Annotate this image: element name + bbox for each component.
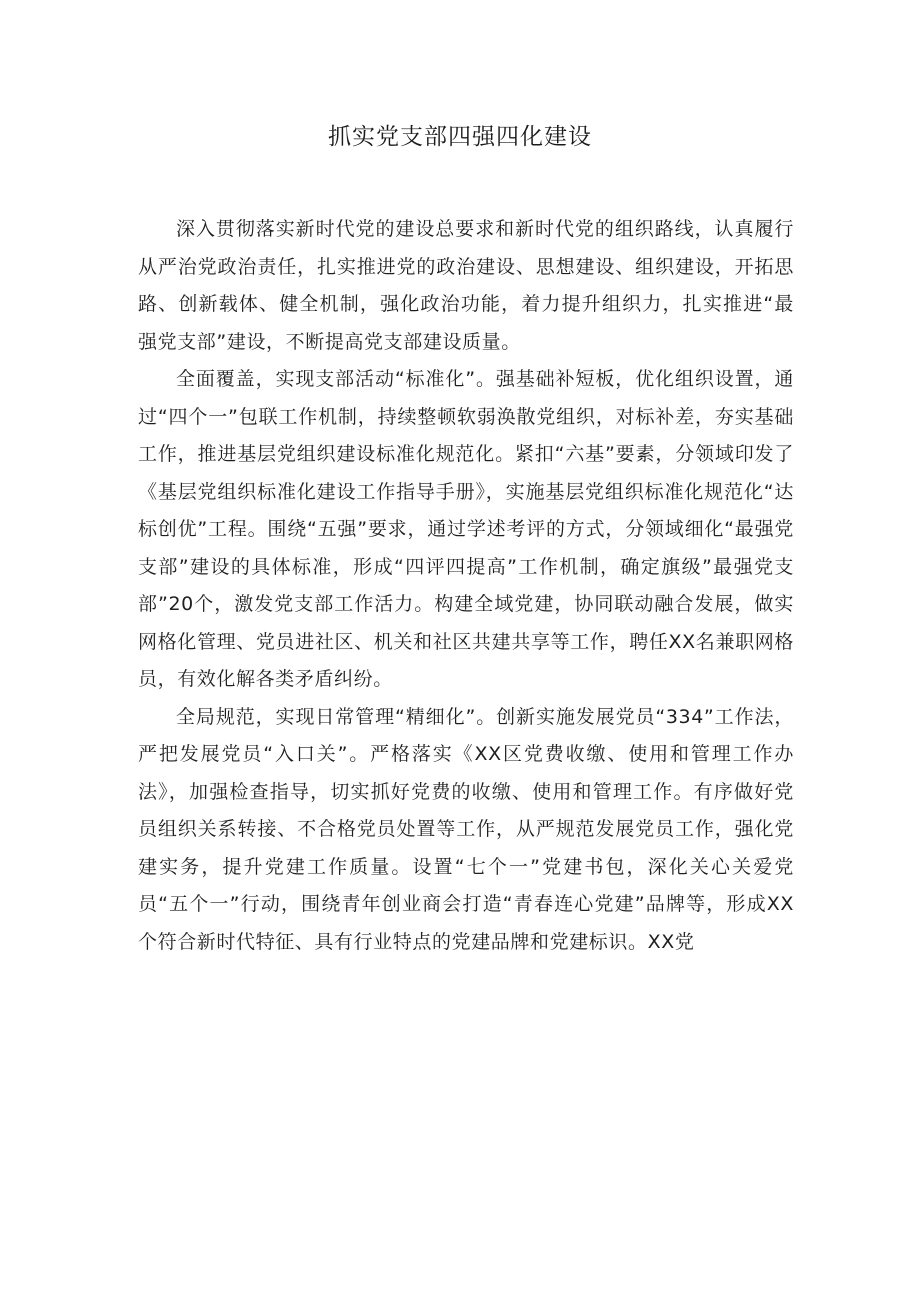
document-body [138,211,794,961]
paragraph-intro: 深入贯彻落实新时代党的建设总要求和新时代党的组织路线，认真履行从严治党政治责任，扎实推进党的政治建设、思想建设、组织建设，开拓思路、创新载体、健全机制，强化政治功能，着力提升组织力，扎实推进“最强党支部”建设，不断提高党支部建设质量。 [138,218,794,353]
paragraph-refinement: 全局规范，实现日常管理“精细化”。创新实施发展党员“334”工作法，严把发展党员“入口关”。严格落实《XX区党费收缴、使用和管理工作办法》，加强检查指导，切实抓好党费的收缴、使用和管理工作。有序做好党员组织关系转接、不合格党员处置等工作，从严规范发展党员工作，强化党建实务，提升党建工作质量。设置“七个一”党建书包，深化关心关爱党员“五个一”行动，围绕青年创业商会打造“青春连心党建”品牌等，形成XX个符合新时代特征、具有行业特点的党建品牌和党建标识。XX党 [138,705,794,953]
paragraph-standardization: 全面覆盖，实现支部活动“标准化”。强基础补短板，优化组织设置，通过“四个一”包联工作机制，持续整顿软弱涣散党组织，对标补差，夯实基础工作，推进基层党组织建设标准化规范化。紧扣“六基”要素，分领域印发了《基层党组织标准化建设工作指导手册》，实施基层党组织标准化规范化“达标创优”工程。围绕“五强”要求，通过学述考评的方式，分领域细化“最强党支部”建设的具体标准，形成“四评四提高”工作机制，确定旗级”最强党支部”20个，激发党支部工作活力。构建全域党建，协同联动融合发展，做实网格化管理、党员进社区、机关和社区共建共享等工作，聘任XX名兼职网格员，有效化解各类矛盾纠纷。 [138,368,794,690]
document-title: 抓实党支部四强四化建设 [328,124,592,150]
